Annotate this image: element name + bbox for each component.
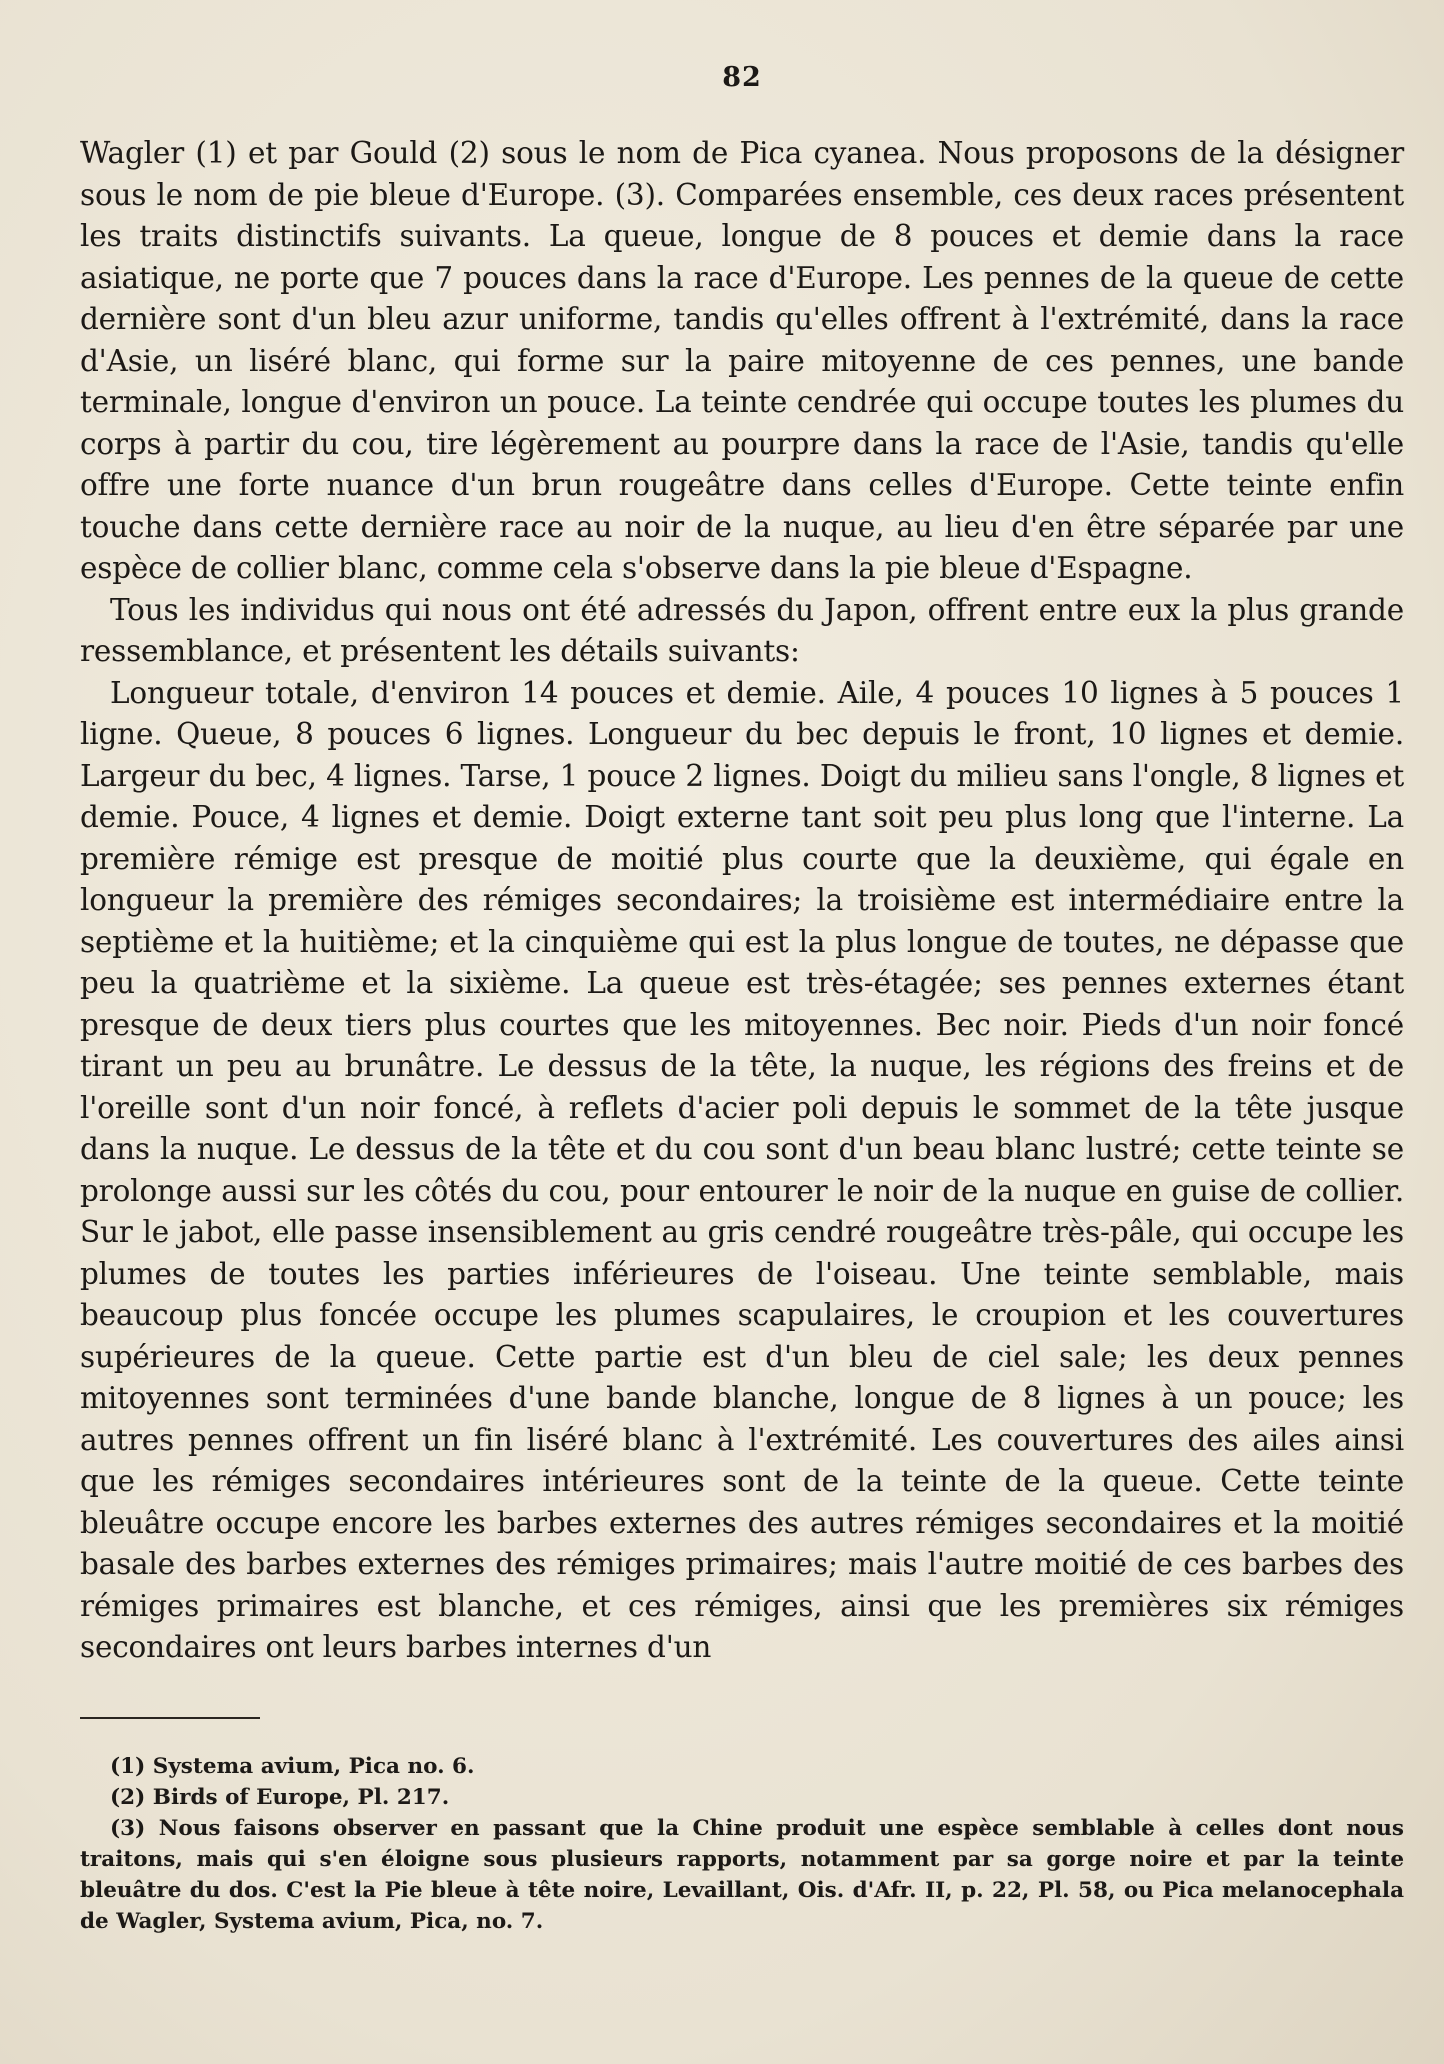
paragraph-pica-cyanea: Wagler (1) et par Gould (2) sous le nom de Pica cyanea. Nous proposons de la désigner sous le nom de pie bleue d'Europe. (3). Comparées ensemble, ces deux races présentent les traits distinctifs suivants. La queue, longue de 8 pouces et demie dans la race asiatique, ne porte que 7 pouces dans la race d'Europe. Les pennes de la queue de cette dernière sont d'un bleu azur uniforme, tandis qu'elles offrent à l'extrémité, dans la race d'Asie, un liséré blanc, qui forme sur la paire mitoyenne de ces pennes, une bande terminale, longue d'environ un pouce. La teinte cendrée qui occupe toutes les plumes du corps à partir du cou, tire légèrement au pourpre dans la race de l'Asie, tandis qu'elle offre une forte nuance d'un brun rougeâtre dans celles d'Europe. Cette teinte enfin touche dans cette dernière race au noir de la nuque, au lieu d'en être séparée par une espèce de collier blanc, comme cela s'observe dans la pie bleue d'Espagne.	[80, 136, 1404, 585]
footnote-2: (2) Birds of Europe, Pl. 217.	[110, 1784, 450, 1810]
paragraph-japan-specimens: Tous les individus qui nous ont été adressés du Japon, offrent entre eux la plus grande ressemblance, et présentent les détails suivants:	[80, 592, 1404, 668]
page-number: 82	[722, 62, 762, 93]
footnotes	[80, 1751, 1404, 1937]
footnote-1: (1) Systema avium, Pica no. 6.	[110, 1753, 475, 1779]
body-text	[80, 133, 1404, 1669]
footnote-divider	[80, 1717, 260, 1719]
paragraph-measurements: Longueur totale, d'environ 14 pouces et demie. Aile, 4 pouces 10 lignes à 5 pouces 1 ligne. Queue, 8 pouces 6 lignes. Longueur du bec depuis le front, 10 lignes et demie. Largeur du bec, 4 lignes. Tarse, 1 pouce 2 lignes. Doigt du milieu sans l'ongle, 8 lignes et demie. Pouce, 4 lignes et demie. Doigt externe tant soit peu plus long que l'interne. La première rémige est presque de moitié plus courte que la deuxième, qui égale en longueur la première des rémiges secondaires; la troisième est intermédiaire entre la septième et la huitième; et la cinquième qui est la plus longue de toutes, ne dépasse que peu la quatrième et la sixième. La queue est très-étagée; ses pennes externes étant presque de deux tiers plus courtes que les mitoyennes. Bec noir. Pieds d'un noir foncé tirant un peu au brunâtre. Le dessus de la tête, la nuque, les régions des freins et de l'oreille sont d'un noir foncé, à reflets d'acier poli depuis le sommet de la tête jusque dans la nuque. Le dessus de la tête et du cou sont d'un beau blanc lustré; cette teinte se prolonge aussi sur les côtés du cou, pour entourer le noir de la nuque en guise de collier. Sur le jabot, elle passe insensiblement au gris cendré rougeâtre très-pâle, qui occupe les plumes de toutes les parties inférieures de l'oiseau. Une teinte semblable, mais beaucoup plus foncée occupe les plumes scapulaires, le croupion et les couvertures supérieures de la queue. Cette partie est d'un bleu de ciel sale; les deux pennes mitoyennes sont terminées d'une bande blanche, longue de 8 lignes à un pouce; les autres pennes offrent un fin liséré blanc à l'extrémité. Les couvertures des ailes ainsi que les rémiges secondaires intérieures sont de la teinte de la queue. Cette teinte bleuâtre occupe encore les barbes externes des autres rémiges secondaires et la moitié basale des barbes externes des rémiges primaires; mais l'autre moitié de ces barbes des rémiges primaires est blanche, et ces rémiges, ainsi que les premières six rémiges secondaires ont leurs barbes internes d'un	[80, 675, 1404, 1664]
footnote-3: (3) Nous faisons observer en passant que la Chine produit une espèce semblable à celles dont nous traitons, mais qui s'en éloigne sous plusieurs rapports, notamment par sa gorge noire et par la teinte bleuâtre du dos. C'est la Pie bleue à tête noire, Levaillant, Ois. d'Afr. II, p. 22, Pl. 58, ou Pica melanocephala de Wagler, Systema avium, Pica, no. 7.	[80, 1815, 1404, 1934]
